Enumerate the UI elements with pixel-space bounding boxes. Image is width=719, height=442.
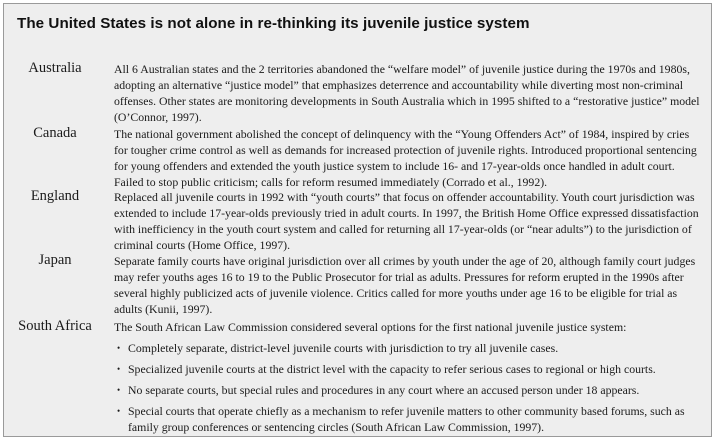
entry-text: The national government abolished the concept of delinquency with the “Young Offenders Act” of 1984, inspired by cries for tougher crime control as well as demands for increased protection of juvenile rights. Introduced proportional sentencing for young offenders and extended the youth justice system to include 16- and 17-year-olds once handled in adult court. Failed to stop public criticism; calls for reform resumed immediately (Corrado et al., 1992). bbox=[114, 127, 697, 189]
panel-title: The United States is not alone in re-thinking its juvenile justice system bbox=[17, 15, 530, 32]
options-list bbox=[114, 340, 701, 435]
entry-text: The South African Law Commission considered several options for the first national juvenile justice system: bbox=[114, 320, 627, 334]
list-item: • Special courts that operate chiefly as a mechanism to refer juvenile matters to other community based forums, such as family group conferences or sentencing circles (South African Law Commission, 1997). bbox=[117, 404, 685, 434]
list-item: • Specialized juvenile courts at the district level with the capacity to refer serious cases to regional or high courts. bbox=[117, 362, 656, 376]
country-label: South Africa bbox=[18, 318, 92, 334]
info-panel bbox=[3, 3, 712, 437]
country-label: Australia bbox=[28, 60, 82, 76]
bullet-icon: • bbox=[117, 364, 121, 374]
list-item: • Completely separate, district-level juvenile courts with jurisdiction to try all juvenile cases. bbox=[117, 341, 559, 355]
bullet-icon: • bbox=[117, 385, 121, 395]
entry-text: Separate family courts have original jurisdiction over all crimes by youth under the age of 20, although family court judges may refer youths ages 16 to 19 to the Public Prosecutor for trial as adults. Pressures for reform erupted in the 1990s after several highly publicized acts of juvenile violence. Critics called for more youths under age 16 to be eligible for trial as adults (Kunii, 1997). bbox=[114, 254, 696, 316]
entry-text: All 6 Australian states and the 2 territories abandoned the “welfare model” of juvenile justice during the 1970s and 1980s, adopting an alternative “justice model” that emphasizes deterrence and accountability while diverting most non-criminal offenses. Other states are monitoring developments in South Australia which in 1995 shifted to a “restorative justice” model (O’Connor, 1997). bbox=[114, 62, 700, 124]
bullet-icon: • bbox=[117, 343, 121, 353]
entry-text: Replaced all juvenile courts in 1992 with “youth courts” that focus on offender accountability. Youth court jurisdiction was extended to include 17-year-olds previously tried in adult courts. In 1997, the British Home Office expressed dissatisfaction with inefficiency in the youth court system and called for returning all 17-year-olds (or “near adults”) to the jurisdiction of criminal courts (Home Office, 1997). bbox=[114, 190, 699, 252]
bullet-icon: • bbox=[117, 406, 121, 416]
country-label: Japan bbox=[38, 252, 72, 268]
country-label: Canada bbox=[33, 125, 77, 141]
country-label: England bbox=[30, 188, 80, 204]
list-item: • No separate courts, but special rules and procedures in any court where an accused person under 18 appears. bbox=[117, 383, 640, 397]
